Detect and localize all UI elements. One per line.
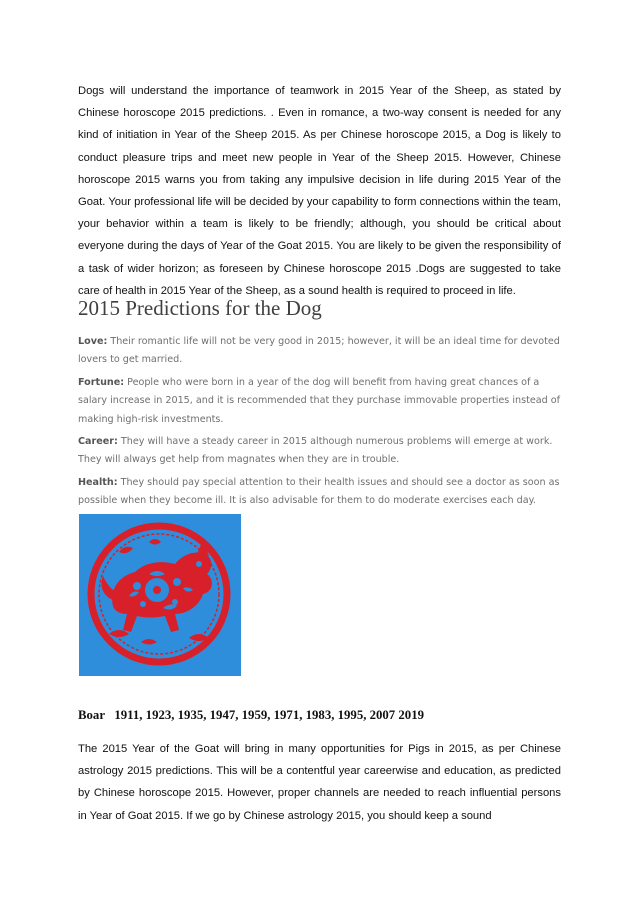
prediction-love [78, 333, 561, 370]
papercut-emblem-svg [79, 514, 241, 676]
prediction-health [78, 474, 561, 511]
prediction-career-text: They will have a steady career in 2015 although numerous problems will emerge at work. They will always get help from magnates when they are in trouble. [78, 436, 553, 466]
dog-eye [196, 561, 202, 567]
prediction-love-text: Their romantic life will not be very good in 2015; however, it will be an ideal time for devoted lovers to get married. [78, 336, 560, 366]
prediction-fortune-label: Fortune: [78, 377, 125, 388]
intro-paragraph: Dogs will understand the importance of teamwork in 2015 Year of the Sheep, as stated by Chinese horoscope 2015 predictions. . Even in romance, a two-way consent is needed for any kind of initiation in Year of the Sheep 2015. As per Chinese horoscope 2015, a Dog is likely to conduct pleasure trips and meet new people in Year of the Sheep 2015. However, Chinese horoscope 2015 warns you from taking any impulsive decision in life during 2015 Year of the Goat. Your professional life will be decided by your capability to form connections within the team, your behavior within a team is likely to be friendly; although, you should be critical about everyone during the days of Year of the Goat 2015. You are likely to be given the responsibility of a task of wider horizon; as foreseen by Chinese horoscope 2015 .Dogs are suggested to take care of health in 2015 Year of the Sheep, as a sound health is required to proceed in life. [78, 85, 561, 297]
boar-heading: Boar 1911, 1923, 1935, 1947, 1959, 1971, 1983, 1995, 2007 2019 [78, 708, 424, 722]
prediction-health-label: Health: [78, 477, 118, 488]
prediction-fortune-text: People who were born in a year of the dog will benefit from having great chances of a salary increase in 2015, and it is recommended that they purchase immovable properties instead of making high-risk investments. [78, 377, 561, 425]
zodiac-dog-papercut-icon [79, 514, 241, 676]
prediction-fortune [78, 374, 561, 429]
prediction-career-label: Career: [78, 436, 118, 447]
prediction-love-label: Love: [78, 336, 108, 347]
prediction-career [78, 433, 561, 470]
boar-paragraph: The 2015 Year of the Goat will bring in many opportunities for Pigs in 2015, as per Chinese astrology 2015 predictions. This will be a contentful year careerwise and education, as predicted by Chinese horoscope 2015. However, proper channels are needed to reach influential persons in Year of Goat 2015. If we go by Chinese astrology 2015, you should keep a sound [78, 743, 561, 822]
prediction-health-text: They should pay special attention to their health issues and should see a doctor as soon as possible when they become ill. It is also advisable for them to do moderate exercises each day. [78, 477, 560, 507]
predictions-heading: 2015 Predictions for the Dog [78, 296, 322, 320]
